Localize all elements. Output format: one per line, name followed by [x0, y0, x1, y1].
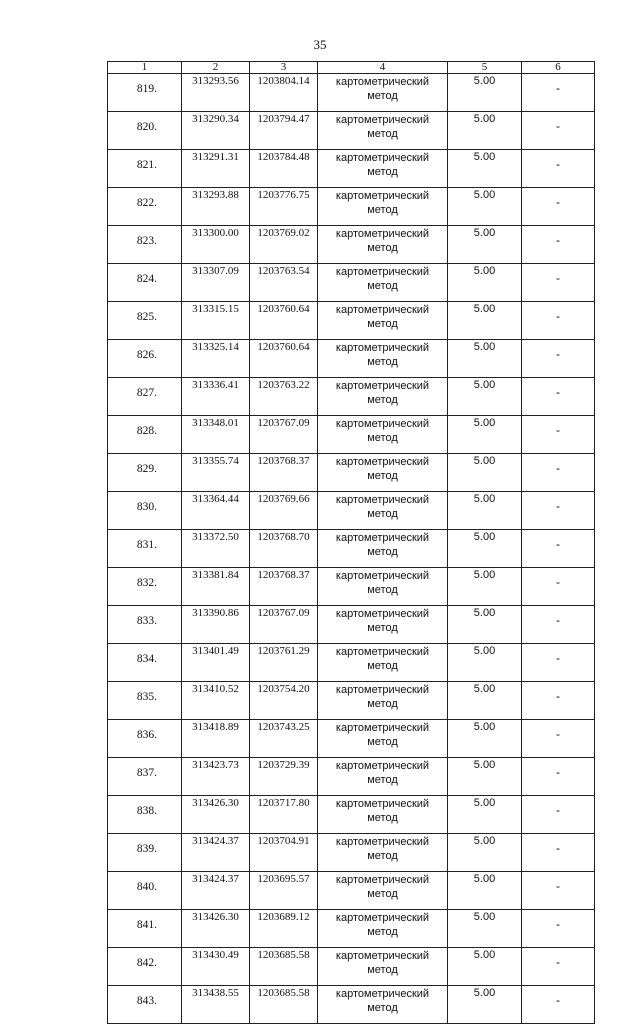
table-row	[108, 74, 595, 112]
table-row	[108, 150, 595, 188]
table-row	[108, 454, 595, 492]
method-line-1: картометрический	[335, 418, 430, 430]
precision-cell: 5.00	[448, 378, 522, 416]
table-row	[108, 302, 595, 340]
y-coordinate-cell: 1203685.58	[250, 948, 318, 986]
table-row	[108, 568, 595, 606]
method-cell	[318, 758, 448, 796]
point-number-cell: 836.	[108, 720, 182, 758]
method-line-2: метод	[367, 90, 398, 102]
x-coordinate-cell: 313426.30	[182, 910, 250, 948]
point-number-cell: 834.	[108, 644, 182, 682]
x-coordinate-cell: 313390.86	[182, 606, 250, 644]
note-cell: -	[522, 720, 595, 758]
table-row	[108, 682, 595, 720]
method-cell	[318, 872, 448, 910]
header-cell: 1	[108, 62, 182, 74]
method-line-2: метод	[367, 470, 398, 482]
x-coordinate-cell: 313424.37	[182, 834, 250, 872]
precision-cell: 5.00	[448, 644, 522, 682]
note-cell: -	[522, 682, 595, 720]
method-line-1: картометрический	[335, 722, 430, 734]
method-line-2: метод	[367, 166, 398, 178]
method-cell	[318, 416, 448, 454]
method-line-2: метод	[367, 584, 398, 596]
method-line-2: метод	[367, 318, 398, 330]
y-coordinate-cell: 1203729.39	[250, 758, 318, 796]
x-coordinate-cell: 313293.56	[182, 74, 250, 112]
precision-cell: 5.00	[448, 948, 522, 986]
y-coordinate-cell: 1203695.57	[250, 872, 318, 910]
point-number-cell: 824.	[108, 264, 182, 302]
point-number-cell: 827.	[108, 378, 182, 416]
method-cell	[318, 264, 448, 302]
x-coordinate-cell: 313355.74	[182, 454, 250, 492]
table-row	[108, 986, 595, 1024]
precision-cell: 5.00	[448, 720, 522, 758]
precision-cell: 5.00	[448, 150, 522, 188]
method-line-2: метод	[367, 546, 398, 558]
method-cell	[318, 530, 448, 568]
precision-cell: 5.00	[448, 568, 522, 606]
point-number-cell: 821.	[108, 150, 182, 188]
method-cell	[318, 112, 448, 150]
precision-cell: 5.00	[448, 112, 522, 150]
note-cell: -	[522, 606, 595, 644]
note-cell: -	[522, 530, 595, 568]
method-line-2: метод	[367, 128, 398, 140]
method-line-2: метод	[367, 660, 398, 672]
y-coordinate-cell: 1203776.75	[250, 188, 318, 226]
x-coordinate-cell: 313426.30	[182, 796, 250, 834]
point-number-cell: 833.	[108, 606, 182, 644]
note-cell: -	[522, 378, 595, 416]
y-coordinate-cell: 1203768.70	[250, 530, 318, 568]
table-row	[108, 796, 595, 834]
method-line-1: картометрический	[335, 152, 430, 164]
note-cell: -	[522, 340, 595, 378]
x-coordinate-cell: 313401.49	[182, 644, 250, 682]
header-cell: 2	[182, 62, 250, 74]
note-cell: -	[522, 264, 595, 302]
point-number-cell: 825.	[108, 302, 182, 340]
method-cell	[318, 454, 448, 492]
point-number-cell: 830.	[108, 492, 182, 530]
note-cell: -	[522, 796, 595, 834]
y-coordinate-cell: 1203804.14	[250, 74, 318, 112]
method-line-1: картометрический	[335, 950, 430, 962]
header-row	[108, 62, 595, 74]
y-coordinate-cell: 1203763.22	[250, 378, 318, 416]
note-cell: -	[522, 74, 595, 112]
note-cell: -	[522, 758, 595, 796]
method-cell	[318, 682, 448, 720]
method-line-1: картометрический	[335, 684, 430, 696]
x-coordinate-cell: 313430.49	[182, 948, 250, 986]
method-line-1: картометрический	[335, 342, 430, 354]
y-coordinate-cell: 1203784.48	[250, 150, 318, 188]
y-coordinate-cell: 1203689.12	[250, 910, 318, 948]
method-line-1: картометрический	[335, 874, 430, 886]
point-number-cell: 838.	[108, 796, 182, 834]
method-line-2: метод	[367, 432, 398, 444]
method-cell	[318, 644, 448, 682]
table-row	[108, 834, 595, 872]
method-cell	[318, 378, 448, 416]
y-coordinate-cell: 1203794.47	[250, 112, 318, 150]
table-row	[108, 378, 595, 416]
precision-cell: 5.00	[448, 416, 522, 454]
point-number-cell: 841.	[108, 910, 182, 948]
y-coordinate-cell: 1203769.66	[250, 492, 318, 530]
method-line-2: метод	[367, 204, 398, 216]
header-cell: 3	[250, 62, 318, 74]
method-cell	[318, 74, 448, 112]
method-line-1: картометрический	[335, 798, 430, 810]
precision-cell: 5.00	[448, 606, 522, 644]
point-number-cell: 843.	[108, 986, 182, 1024]
y-coordinate-cell: 1203760.64	[250, 302, 318, 340]
y-coordinate-cell: 1203754.20	[250, 682, 318, 720]
method-line-2: метод	[367, 394, 398, 406]
table-row	[108, 644, 595, 682]
point-number-cell: 828.	[108, 416, 182, 454]
point-number-cell: 822.	[108, 188, 182, 226]
table-row	[108, 112, 595, 150]
precision-cell: 5.00	[448, 302, 522, 340]
method-line-1: картометрический	[335, 988, 430, 1000]
table-row	[108, 340, 595, 378]
y-coordinate-cell: 1203767.09	[250, 606, 318, 644]
note-cell: -	[522, 948, 595, 986]
precision-cell: 5.00	[448, 454, 522, 492]
method-cell	[318, 226, 448, 264]
method-line-2: метод	[367, 926, 398, 938]
x-coordinate-cell: 313300.00	[182, 226, 250, 264]
y-coordinate-cell: 1203743.25	[250, 720, 318, 758]
table-row	[108, 910, 595, 948]
x-coordinate-cell: 313325.14	[182, 340, 250, 378]
point-number-cell: 826.	[108, 340, 182, 378]
note-cell: -	[522, 112, 595, 150]
x-coordinate-cell: 313336.41	[182, 378, 250, 416]
y-coordinate-cell: 1203767.09	[250, 416, 318, 454]
precision-cell: 5.00	[448, 340, 522, 378]
point-number-cell: 820.	[108, 112, 182, 150]
x-coordinate-cell: 313381.84	[182, 568, 250, 606]
table-row	[108, 264, 595, 302]
method-line-2: метод	[367, 698, 398, 710]
precision-cell: 5.00	[448, 530, 522, 568]
table-row	[108, 226, 595, 264]
precision-cell: 5.00	[448, 682, 522, 720]
method-line-1: картометрический	[335, 532, 430, 544]
method-line-1: картометрический	[335, 912, 430, 924]
precision-cell: 5.00	[448, 226, 522, 264]
method-cell	[318, 910, 448, 948]
x-coordinate-cell: 313364.44	[182, 492, 250, 530]
note-cell: -	[522, 568, 595, 606]
y-coordinate-cell: 1203685.58	[250, 986, 318, 1024]
note-cell: -	[522, 872, 595, 910]
method-cell	[318, 302, 448, 340]
note-cell: -	[522, 150, 595, 188]
page-number: 35	[313, 37, 327, 52]
y-coordinate-cell: 1203717.80	[250, 796, 318, 834]
x-coordinate-cell: 313410.52	[182, 682, 250, 720]
x-coordinate-cell: 313291.31	[182, 150, 250, 188]
note-cell: -	[522, 302, 595, 340]
x-coordinate-cell: 313438.55	[182, 986, 250, 1024]
note-cell: -	[522, 644, 595, 682]
y-coordinate-cell: 1203763.54	[250, 264, 318, 302]
method-cell	[318, 606, 448, 644]
precision-cell: 5.00	[448, 188, 522, 226]
note-cell: -	[522, 416, 595, 454]
method-line-1: картометрический	[335, 114, 430, 126]
note-cell: -	[522, 454, 595, 492]
method-line-2: метод	[367, 964, 398, 976]
table-row	[108, 530, 595, 568]
table-row	[108, 720, 595, 758]
method-line-2: метод	[367, 736, 398, 748]
method-line-2: метод	[367, 242, 398, 254]
method-cell	[318, 492, 448, 530]
method-line-1: картометрический	[335, 228, 430, 240]
method-cell	[318, 948, 448, 986]
precision-cell: 5.00	[448, 758, 522, 796]
point-number-cell: 831.	[108, 530, 182, 568]
y-coordinate-cell: 1203761.29	[250, 644, 318, 682]
table-row	[108, 606, 595, 644]
x-coordinate-cell: 313290.34	[182, 112, 250, 150]
method-line-2: метод	[367, 812, 398, 824]
method-line-2: метод	[367, 622, 398, 634]
method-line-1: картометрический	[335, 304, 430, 316]
header-cell: 5	[448, 62, 522, 74]
method-cell	[318, 188, 448, 226]
y-coordinate-cell: 1203760.64	[250, 340, 318, 378]
precision-cell: 5.00	[448, 834, 522, 872]
method-cell	[318, 568, 448, 606]
table-row	[108, 948, 595, 986]
method-line-1: картометрический	[335, 380, 430, 392]
x-coordinate-cell: 313424.37	[182, 872, 250, 910]
method-cell	[318, 720, 448, 758]
method-line-1: картометрический	[335, 646, 430, 658]
precision-cell: 5.00	[448, 910, 522, 948]
table-row	[108, 416, 595, 454]
method-line-2: метод	[367, 280, 398, 292]
coordinates-table	[107, 61, 595, 1024]
x-coordinate-cell: 313418.89	[182, 720, 250, 758]
y-coordinate-cell: 1203768.37	[250, 568, 318, 606]
precision-cell: 5.00	[448, 492, 522, 530]
method-line-2: метод	[367, 774, 398, 786]
x-coordinate-cell: 313293.88	[182, 188, 250, 226]
table-row	[108, 872, 595, 910]
note-cell: -	[522, 910, 595, 948]
y-coordinate-cell: 1203769.02	[250, 226, 318, 264]
point-number-cell: 835.	[108, 682, 182, 720]
method-cell	[318, 340, 448, 378]
method-line-1: картометрический	[335, 76, 430, 88]
point-number-cell: 823.	[108, 226, 182, 264]
note-cell: -	[522, 986, 595, 1024]
y-coordinate-cell: 1203704.91	[250, 834, 318, 872]
note-cell: -	[522, 226, 595, 264]
table-row	[108, 492, 595, 530]
point-number-cell: 819.	[108, 74, 182, 112]
method-line-1: картометрический	[335, 760, 430, 772]
method-line-1: картометрический	[335, 494, 430, 506]
method-line-1: картометрический	[335, 836, 430, 848]
method-line-2: метод	[367, 850, 398, 862]
method-line-1: картометрический	[335, 608, 430, 620]
method-line-2: метод	[367, 888, 398, 900]
y-coordinate-cell: 1203768.37	[250, 454, 318, 492]
method-line-1: картометрический	[335, 570, 430, 582]
method-line-1: картометрический	[335, 190, 430, 202]
note-cell: -	[522, 834, 595, 872]
precision-cell: 5.00	[448, 74, 522, 112]
point-number-cell: 842.	[108, 948, 182, 986]
method-cell	[318, 834, 448, 872]
precision-cell: 5.00	[448, 872, 522, 910]
point-number-cell: 837.	[108, 758, 182, 796]
method-line-1: картометрический	[335, 266, 430, 278]
method-cell	[318, 150, 448, 188]
method-cell	[318, 986, 448, 1024]
header-cell: 6	[522, 62, 595, 74]
method-cell	[318, 796, 448, 834]
point-number-cell: 832.	[108, 568, 182, 606]
method-line-2: метод	[367, 508, 398, 520]
method-line-2: метод	[367, 1002, 398, 1014]
point-number-cell: 840.	[108, 872, 182, 910]
precision-cell: 5.00	[448, 796, 522, 834]
precision-cell: 5.00	[448, 986, 522, 1024]
x-coordinate-cell: 313423.73	[182, 758, 250, 796]
x-coordinate-cell: 313315.15	[182, 302, 250, 340]
method-line-2: метод	[367, 356, 398, 368]
table-row	[108, 758, 595, 796]
note-cell: -	[522, 188, 595, 226]
precision-cell: 5.00	[448, 264, 522, 302]
x-coordinate-cell: 313372.50	[182, 530, 250, 568]
method-line-1: картометрический	[335, 456, 430, 468]
note-cell: -	[522, 492, 595, 530]
point-number-cell: 829.	[108, 454, 182, 492]
point-number-cell: 839.	[108, 834, 182, 872]
x-coordinate-cell: 313307.09	[182, 264, 250, 302]
header-cell: 4	[318, 62, 448, 74]
table-row	[108, 188, 595, 226]
x-coordinate-cell: 313348.01	[182, 416, 250, 454]
